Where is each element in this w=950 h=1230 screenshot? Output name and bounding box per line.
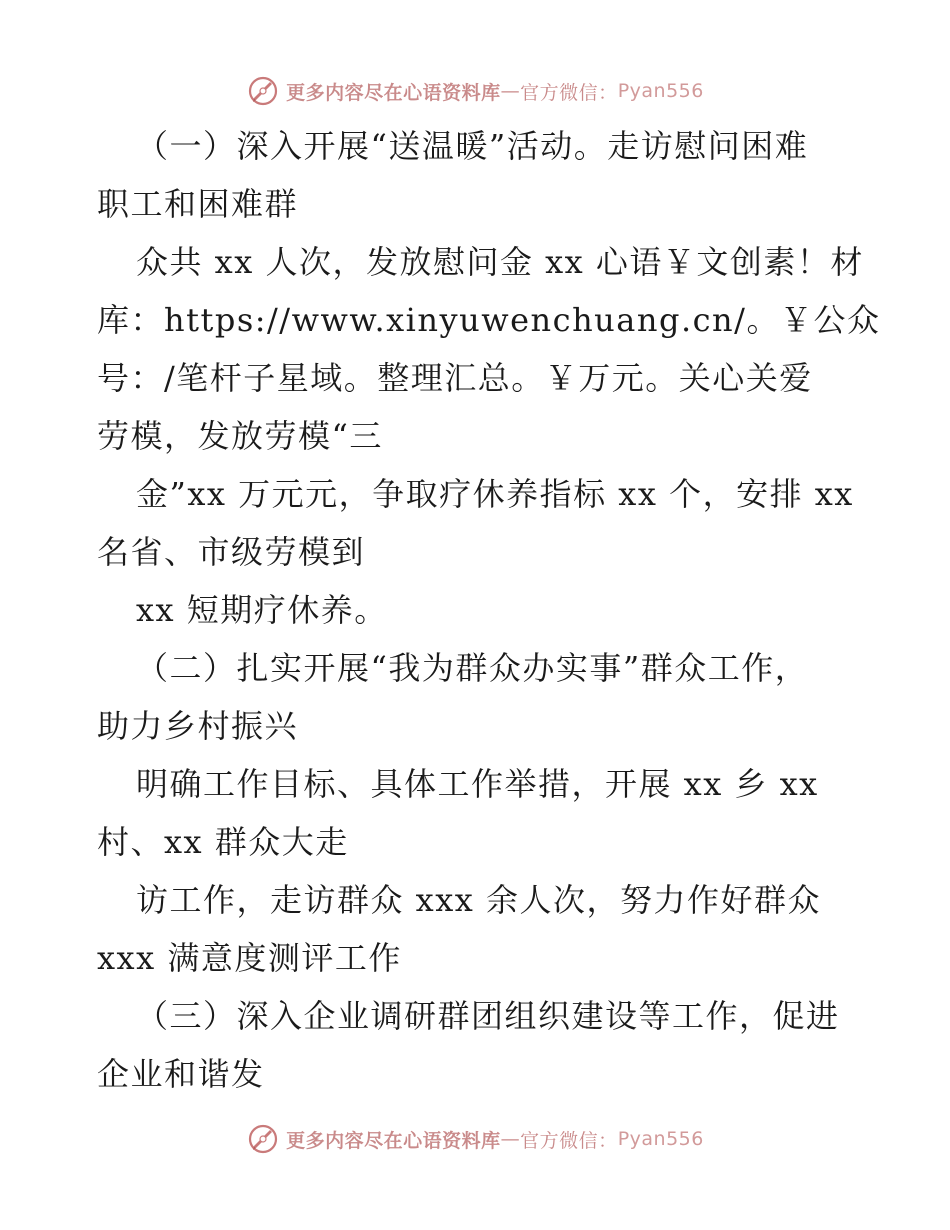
paragraph-line: 金”xx 万元元，争取疗休养指标 xx 个，安排 xx <box>136 475 854 513</box>
header-watermark-banner <box>0 71 950 111</box>
document-body <box>97 117 881 1103</box>
banner-dash: — <box>500 80 521 102</box>
quill-pen-logo-icon <box>246 1122 280 1156</box>
section-2-heading-line-1: （二）扎实开展“我为群众办实事”群众工作， <box>136 649 809 687</box>
paragraph-line: 明确工作目标、具体工作举措，开展 xx 乡 xx <box>136 765 819 803</box>
section-3-heading-line-2: 企业和谐发 <box>97 1055 265 1093</box>
banner-wechat-label: 官方微信： <box>520 1129 618 1152</box>
paragraph-line: 劳模，发放劳模“三 <box>97 417 383 455</box>
paragraph-line: xxx 满意度测评工作 <box>97 939 402 977</box>
section-1-heading-line-1: （一）深入开展“送温暖”活动。走访慰问困难 <box>136 127 809 165</box>
footer-watermark-banner <box>0 1119 950 1159</box>
banner-dash: — <box>500 1128 521 1150</box>
banner-wechat-label: 官方微信： <box>520 81 618 104</box>
paragraph-line: 众共 xx 人次，发放慰问金 xx 心语￥文创素！材 <box>136 243 864 281</box>
section-2-heading-line-2: 助力乡村振兴 <box>97 707 299 745</box>
banner-wechat-id: Pyan556 <box>617 1128 704 1150</box>
paragraph-line: 名省、市级劳模到 <box>97 533 366 571</box>
paragraph-line: 库：https://www.xinyuwenchuang.cn/。￥公众 <box>97 301 881 339</box>
section-3-heading-line-1: （三）深入企业调研群团组织建设等工作，促进 <box>136 997 840 1035</box>
paragraph-line: xx 短期疗休养。 <box>136 591 388 629</box>
banner-brand-text: 更多内容尽在心语资料库 <box>286 81 501 104</box>
banner-wechat-id: Pyan556 <box>617 80 704 102</box>
paragraph-line: 访工作，走访群众 xxx 余人次，努力作好群众 <box>136 881 821 919</box>
quill-pen-logo-icon <box>246 74 280 108</box>
banner-brand-text: 更多内容尽在心语资料库 <box>286 1129 501 1152</box>
paragraph-line: 号：/笔杆子星域。整理汇总。￥万元。关心关爱 <box>97 359 813 397</box>
paragraph-line: 村、xx 群众大走 <box>97 823 349 861</box>
section-1-heading-line-2: 职工和困难群 <box>97 185 299 223</box>
